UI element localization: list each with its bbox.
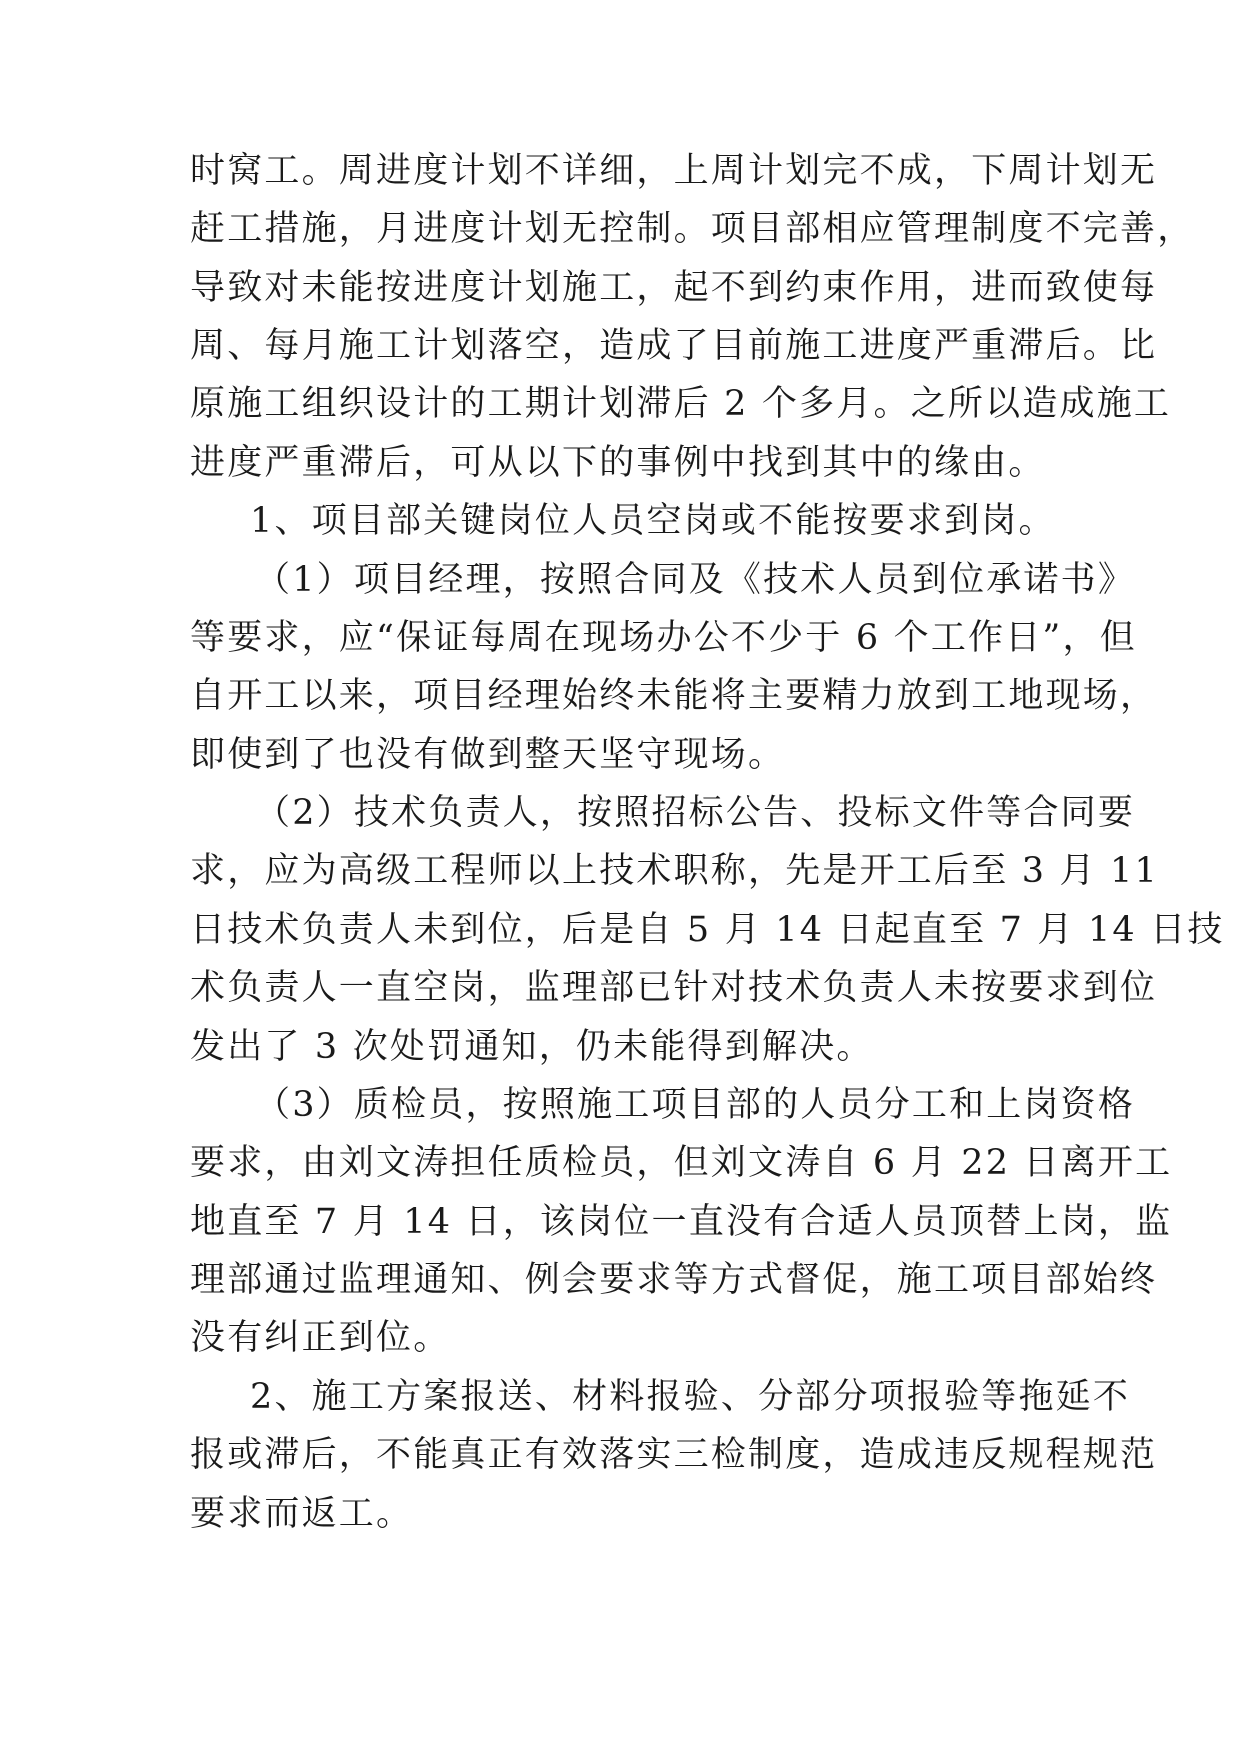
text-line: 周、每月施工计划落空，造成了目前施工进度严重滞后。比 [190, 326, 1158, 366]
text-line: 时窝工。周进度计划不详细，上周计划完不成，下周计划无 [190, 151, 1158, 191]
subitem-2-start: （2）技术负责人，按照招标公告、投标文件等合同要 [255, 793, 1136, 833]
subitem-1-start: （1）项目经理，按照合同及《技术人员到位承诺书》 [255, 560, 1136, 600]
text-line: 等要求，应“保证每周在现场办公不少于 6 个工作日”，但 [190, 618, 1137, 658]
subitem-3-start: （3）质检员，按照施工项目部的人员分工和上岗资格 [255, 1085, 1136, 1125]
text-line: 没有纠正到位。 [190, 1318, 451, 1358]
text-line: 求，应为高级工程师以上技术职称，先是开工后至 3 月 11 [190, 851, 1159, 891]
numbered-heading-1: 1、项目部关键岗位人员空岗或不能按要求到岗。 [250, 501, 1056, 541]
text-line: 地直至 7 月 14 日，该岗位一直没有合适人员顶替上岗，监 [190, 1202, 1173, 1242]
text-line: 要求，由刘文涛担任质检员，但刘文涛自 6 月 22 日离开工 [190, 1143, 1173, 1183]
text-line: 导致对未能按进度计划施工，起不到约束作用，进而致使每 [190, 268, 1158, 308]
text-line: 自开工以来，项目经理始终未能将主要精力放到工地现场， [190, 676, 1158, 716]
numbered-heading-2: 2、施工方案报送、材料报验、分部分项报验等拖延不 [250, 1377, 1131, 1417]
text-line: 发出了 3 次处罚通知，仍未能得到解决。 [190, 1027, 874, 1067]
text-line: 要求而返工。 [190, 1494, 414, 1534]
text-line: 即使到了也没有做到整天坚守现场。 [190, 735, 786, 775]
text-line: 日技术负责人未到位，后是自 5 月 14 日起直至 7 月 14 日技 [190, 910, 1225, 950]
text-line: 赶工措施，月进度计划无控制。项目部相应管理制度不完善， [190, 209, 1195, 249]
text-line: 进度严重滞后，可从以下的事例中找到其中的缘由。 [190, 443, 1046, 483]
text-line: 报或滞后，不能真正有效落实三检制度，造成违反规程规范 [190, 1435, 1158, 1475]
text-line: 理部通过监理通知、例会要求等方式督促，施工项目部始终 [190, 1260, 1158, 1300]
text-line: 原施工组织设计的工期计划滞后 2 个多月。之所以造成施工 [190, 384, 1172, 424]
text-line: 术负责人一直空岗，监理部已针对技术负责人未按要求到位 [190, 968, 1158, 1008]
